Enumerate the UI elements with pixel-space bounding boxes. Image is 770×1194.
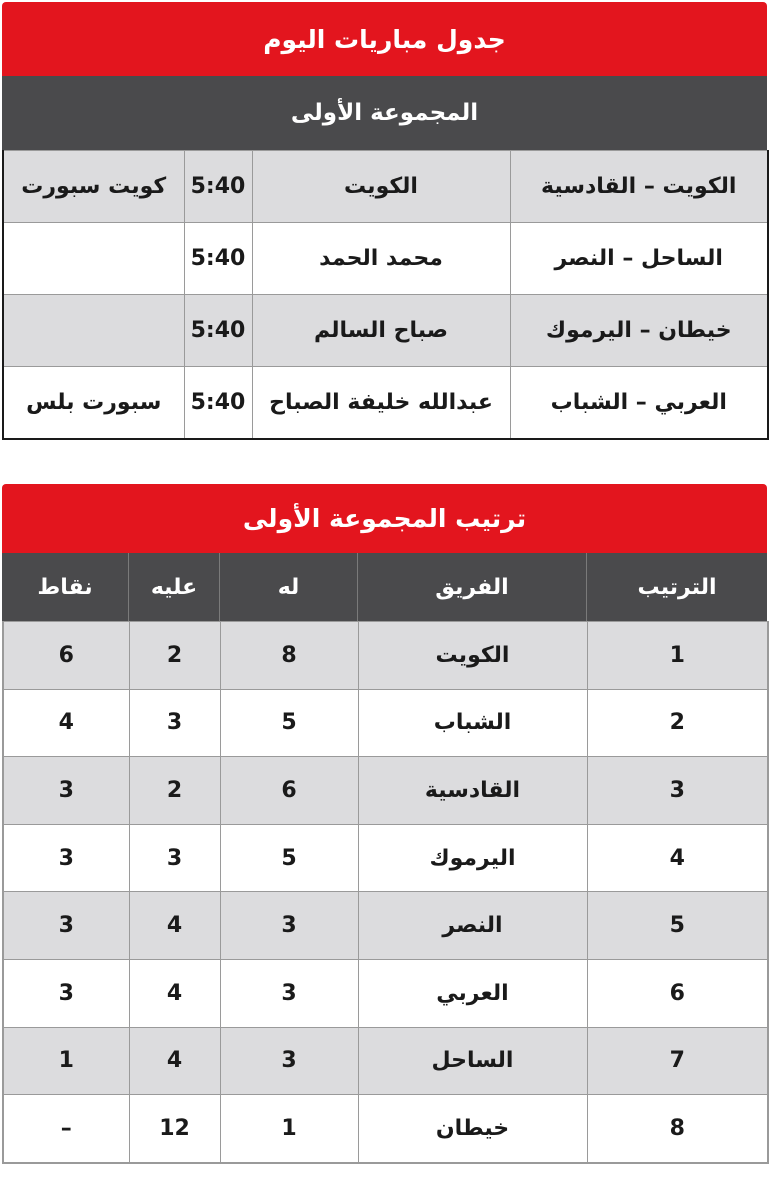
table-row [3, 622, 768, 690]
header-rank: الترتيب [586, 553, 767, 621]
schedule-table [2, 150, 769, 440]
points-cell: 3 [3, 824, 129, 892]
for-cell: 5 [220, 689, 358, 757]
for-cell: 1 [220, 1095, 358, 1163]
points-cell: 3 [3, 757, 129, 825]
team-cell: العربي [358, 959, 587, 1027]
against-cell: 2 [129, 622, 220, 690]
match-venue: صباح السالم [252, 295, 510, 367]
header-points: نقاط [37, 574, 93, 600]
points-cell: 4 [3, 689, 129, 757]
team-cell: النصر [358, 892, 587, 960]
for-cell: 3 [220, 959, 358, 1027]
points-cell: 3 [3, 892, 129, 960]
points-cell: – [3, 1095, 129, 1163]
match-time: 5:40 [184, 223, 252, 295]
against-cell: 4 [129, 892, 220, 960]
table-row [3, 1027, 768, 1095]
match-teams: خيطان – اليرموك [510, 295, 768, 367]
against-cell: 3 [129, 689, 220, 757]
header-team: الفريق [357, 553, 586, 621]
match-teams: الكويت – القادسية [510, 151, 768, 223]
for-cell: 3 [220, 892, 358, 960]
match-row [3, 151, 768, 223]
match-venue: محمد الحمد [252, 223, 510, 295]
team-cell: اليرموك [358, 824, 587, 892]
match-venue: عبدالله خليفة الصباح [252, 367, 510, 440]
match-teams: الساحل – النصر [510, 223, 768, 295]
rank-cell: 4 [587, 824, 768, 892]
against-cell: 4 [129, 959, 220, 1027]
match-row [3, 295, 768, 367]
schedule-section [2, 2, 767, 440]
points-cell: 1 [3, 1027, 129, 1095]
rank-cell: 6 [587, 959, 768, 1027]
standings-section [2, 484, 767, 1164]
against-cell: 3 [129, 824, 220, 892]
match-row [3, 367, 768, 440]
match-teams: العربي – الشباب [510, 367, 768, 440]
match-time: 5:40 [184, 295, 252, 367]
header-for: له [219, 553, 357, 621]
team-cell: الشباب [358, 689, 587, 757]
table-row [3, 959, 768, 1027]
table-row [3, 1095, 768, 1163]
against-cell: 4 [129, 1027, 220, 1095]
match-time: 5:40 [184, 151, 252, 223]
match-row [3, 223, 768, 295]
table-row [3, 892, 768, 960]
for-cell: 3 [220, 1027, 358, 1095]
team-cell: القادسية [358, 757, 587, 825]
rank-cell: 7 [587, 1027, 768, 1095]
table-row [3, 689, 768, 757]
group-title: المجموعة الأولى [2, 76, 767, 150]
rank-cell: 8 [587, 1095, 768, 1163]
rank-cell: 2 [587, 689, 768, 757]
table-row [3, 824, 768, 892]
match-channel: كويت سبورت [3, 151, 184, 223]
rank-cell: 3 [587, 757, 768, 825]
team-cell: الساحل [358, 1027, 587, 1095]
match-channel [3, 223, 184, 295]
for-cell: 5 [220, 824, 358, 892]
against-cell: 2 [129, 757, 220, 825]
team-cell: خيطان [358, 1095, 587, 1163]
points-cell: 3 [3, 959, 129, 1027]
schedule-title: جدول مباريات اليوم [2, 2, 767, 76]
against-cell: 12 [129, 1095, 220, 1163]
table-row [3, 757, 768, 825]
match-channel: سبورت بلس [3, 367, 184, 440]
standings-title: ترتيب المجموعة الأولى [2, 484, 767, 553]
standings-table [2, 621, 769, 1164]
for-cell: 6 [220, 757, 358, 825]
match-channel [3, 295, 184, 367]
standings-header [2, 553, 767, 621]
rank-cell: 1 [587, 622, 768, 690]
team-cell: الكويت [358, 622, 587, 690]
points-cell: 6 [3, 622, 129, 690]
header-against: عليه [128, 553, 219, 621]
match-time: 5:40 [184, 367, 252, 440]
for-cell: 8 [220, 622, 358, 690]
rank-cell: 5 [587, 892, 768, 960]
match-venue: الكويت [252, 151, 510, 223]
